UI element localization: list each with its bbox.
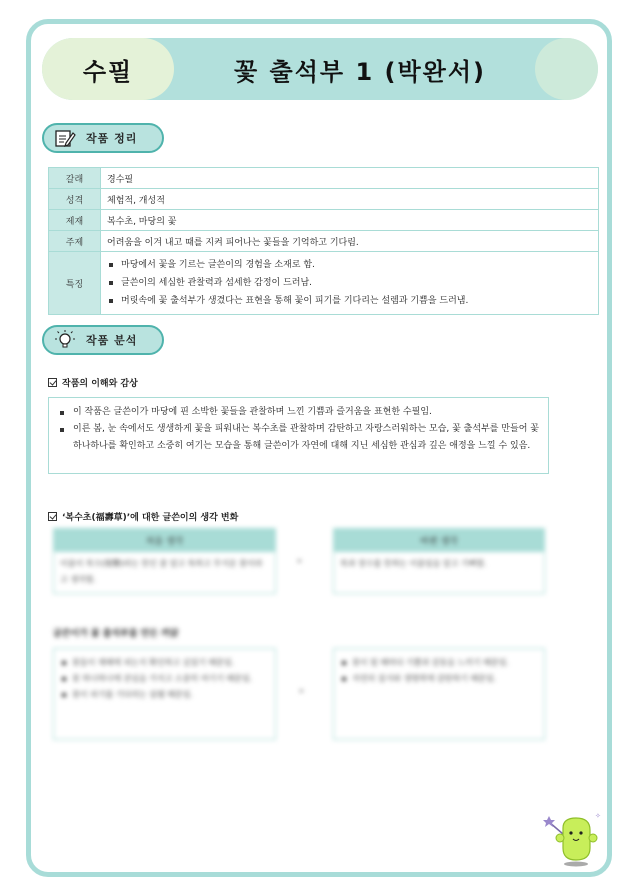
table-row	[49, 210, 599, 231]
arrow-icon: ▸	[298, 556, 303, 565]
row-key: 갈래	[49, 168, 101, 189]
compare-left-body: 이름이 복수(復讐)라는 뜻인 줄 알고 독하고 무서운 꽃이라고 생각함.	[53, 552, 276, 594]
row-value	[101, 252, 599, 315]
row-value: 어려움을 이겨 내고 때를 지켜 피어나는 꽃들을 기억하고 기다림.	[101, 231, 599, 252]
genre-label: 수필	[82, 57, 134, 86]
list-item: 글쓴이의 세심한 관찰력과 섬세한 감정이 드러남.	[107, 274, 598, 292]
section-organize-label: 작품 정리	[86, 132, 138, 145]
checkbox-icon	[48, 378, 57, 387]
row-key: 주제	[49, 231, 101, 252]
svg-text:✧: ✧	[595, 812, 601, 820]
feature-list	[107, 252, 598, 314]
checkbox-icon	[48, 512, 57, 521]
section-analysis-pill	[42, 325, 164, 355]
subheading-reason: 글쓴이가 꽃 출석부를 만든 까닭	[53, 629, 179, 639]
section-analysis-label: 작품 분석	[86, 334, 138, 347]
subheading-appreciation	[48, 376, 138, 389]
row-value: 체험적, 개성적	[101, 189, 599, 210]
table-row	[49, 189, 599, 210]
mascot-with-wand-icon	[543, 808, 605, 870]
row-value: 복수초, 마당의 꽃	[101, 210, 599, 231]
table-row	[49, 231, 599, 252]
compare-right-body: 복과 장수를 뜻하는 이름임을 알고 기뻐함.	[333, 552, 545, 594]
row-key: 특징	[49, 252, 101, 315]
row-value: 경수필	[101, 168, 599, 189]
row-key: 성격	[49, 189, 101, 210]
appreciation-box	[48, 397, 549, 474]
reason-left-box	[53, 648, 276, 740]
list-item: 이 작품은 글쓴이가 마당에 핀 소박한 꽃들을 관찰하며 느낀 기쁨과 즐거움을 표현한 수필임.	[57, 404, 540, 421]
row-key: 제재	[49, 210, 101, 231]
subheading-text: 작품의 이해와 감상	[62, 379, 138, 389]
subheading-text: ‘복수초(福壽草)’에 대한 글쓴이의 생각 변화	[62, 513, 239, 523]
compare-right-head: 바뀐 생각	[333, 528, 545, 552]
notepad-pencil-icon	[54, 127, 76, 149]
section-organize-pill	[42, 123, 164, 153]
arrow-icon: ▸	[300, 686, 305, 695]
list-item: 꽃들이 제때에 피는지 확인하고 싶었기 때문임.	[60, 655, 269, 671]
table-row	[49, 168, 599, 189]
list-item: 이른 봄, 눈 속에서도 생생하게 꽃을 피워내는 복수초를 관찰하며 감탄하고 자랑스러워하는 모습, 꽃 출석부를 만들어 꽃 하나하나를 확인하고 소중히 여기는 모습을 통해 글쓴이가 자연에 대해 지닌 세심한 관심과 깊은 애정을 느낄 수 있음.	[57, 421, 540, 455]
page-title: 꽃 출석부 1 (박완서)	[234, 57, 486, 86]
list-item: 마당에서 꽃을 기르는 글쓴이의 경험을 소재로 함.	[107, 256, 598, 274]
lightbulb-icon	[54, 329, 76, 351]
reason-right-box	[333, 648, 545, 740]
subheading-change	[48, 510, 238, 523]
list-item: 꽃이 필 때마다 기쁨과 감동을 느끼기 때문임.	[340, 655, 538, 671]
summary-table	[48, 167, 599, 315]
table-row	[49, 252, 599, 315]
list-item: 꽃 하나하나에 관심을 가지고 소중히 여기기 때문임.	[60, 671, 269, 687]
list-item: 머릿속에 꽃 출석부가 생겼다는 표현을 통해 꽃이 피기를 기다리는 설렘과 기쁨을 드러냄.	[107, 292, 598, 310]
list-item: 꽃이 피기를 기다리는 설렘 때문임.	[60, 687, 269, 703]
list-item: 자연의 질서와 생명력에 감탄하기 때문임.	[340, 671, 538, 687]
compare-left-head: 처음 생각	[53, 528, 276, 552]
banner-decoration	[535, 38, 598, 100]
